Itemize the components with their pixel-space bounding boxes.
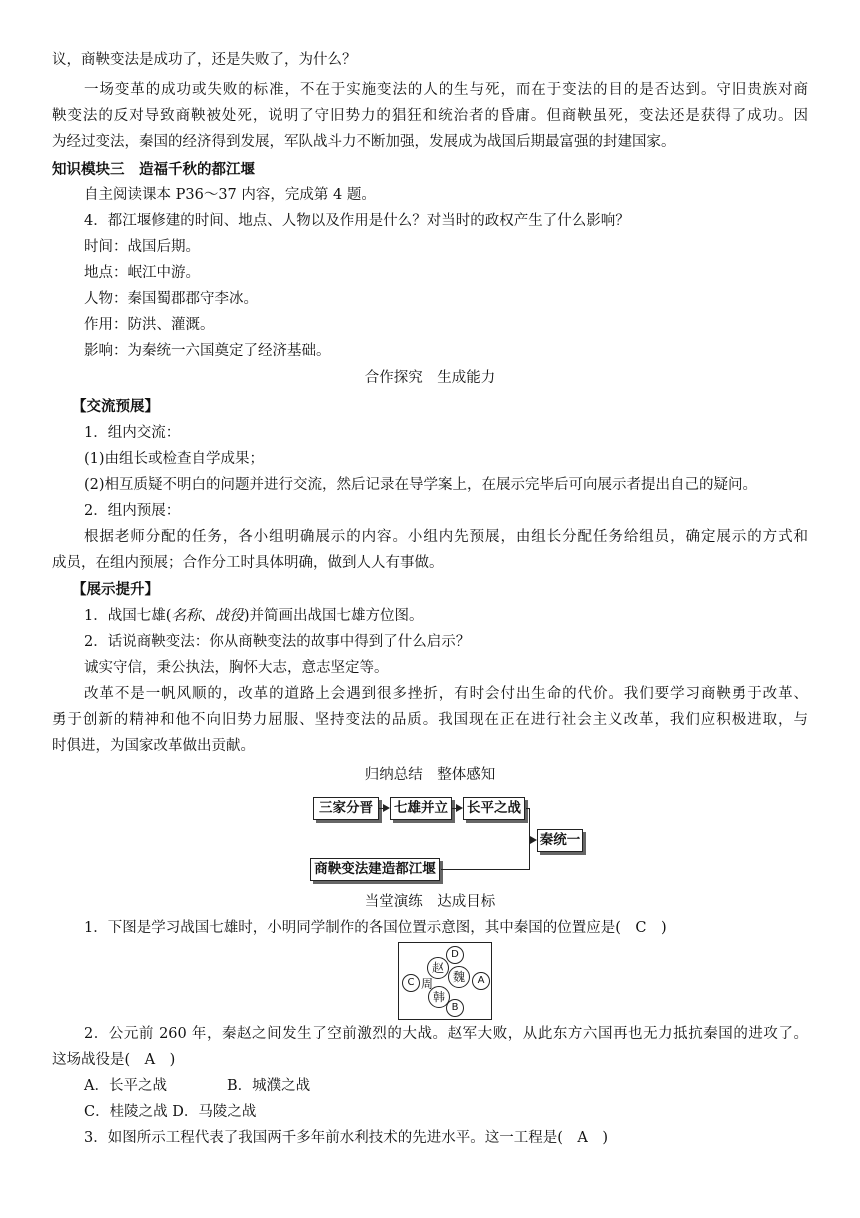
flow-box: 七雄并立 [390, 797, 452, 820]
text-line: 自主阅读课本 P36～37 内容，完成第 4 题。 [84, 187, 376, 203]
text-line: 人物：秦国蜀郡郡守李冰。 [84, 291, 258, 307]
option-b: B．城濮之战 [226, 1078, 311, 1094]
question-line: 1．下图是学习战国七雄时，小明同学制作的各国位置示意图，其中秦国的位置应是( C ) [84, 920, 667, 936]
text-line: 1．组内交流： [84, 425, 181, 441]
text-line: 作用：防洪、灌溉。 [84, 317, 215, 333]
flow-box: 秦统一 [537, 829, 583, 852]
text-segment: 1．战国七雄( [84, 608, 172, 624]
text-line [84, 606, 808, 626]
text-line: 地点：岷江中游。 [84, 265, 200, 281]
section-title: 归纳总结 整体感知 [364, 767, 496, 783]
text-segment-italic: 名称、战役 [171, 608, 244, 624]
section-title: 当堂演练 达成目标 [364, 894, 496, 910]
map-marker: C [402, 974, 420, 992]
text-line: 为经过变法，秦国的经济得到发展，军队战斗力不断加强，发展成为战国后期最富强的封建国家。 [52, 134, 676, 150]
text-line: 勇于创新的精神和他不向旧势力屈服、坚持变法的品质。我国现在正在进行社会主义改革，我们应积极进取，与 [52, 712, 808, 728]
states-position-diagram [398, 942, 492, 1020]
map-state: 魏 [448, 966, 470, 988]
map-marker: A [472, 972, 490, 990]
answer-options: C．桂陵之战 D．马陵之战 [84, 1104, 257, 1120]
text-line: 时间：战国后期。 [84, 239, 200, 255]
text-segment: )并简画出战国七雄方位图。 [243, 608, 424, 624]
flow-arrow [379, 808, 388, 809]
flow-arrow [529, 840, 535, 841]
text-line: 议，商鞅变法是成功了，还是失败了，为什么？ [52, 52, 357, 68]
connector-line [441, 869, 530, 870]
question-line: 2．公元前 260 年，秦赵之间发生了空前激烈的大战。赵军大败，从此东方六国再也无力抵抗秦国的进攻了。 [84, 1026, 808, 1042]
section-title: 合作探究 生成能力 [364, 370, 496, 386]
option-a: A．长平之战 [84, 1078, 167, 1094]
map-marker: D [446, 946, 464, 964]
flow-box: 长平之战 [463, 797, 525, 820]
text-line: (1)由组长或检查自学成果； [84, 451, 265, 467]
text-line: 诚实守信，秉公执法，胸怀大志，意志坚定等。 [84, 660, 389, 676]
map-state: 赵 [427, 957, 449, 979]
text-line: 影响：为秦统一六国奠定了经济基础。 [84, 343, 331, 359]
section-heading: 【展示提升】 [72, 582, 159, 598]
text-line: 时俱进，为国家改革做出贡献。 [52, 738, 255, 754]
text-line: 成员，在组内预展；合作分工时具体明确，做到人人有事做。 [52, 555, 444, 571]
flow-box: 三家分晋 [313, 797, 379, 820]
text-line: 鞅变法的反对导致商鞅被处死，说明了守旧势力的猖狂和统治者的昏庸。但商鞅虽死，变法还是获得了成功。因 [52, 108, 808, 124]
question-line: 3．如图所示工程代表了我国两千多年前水利技术的先进水平。这一工程是( A ) [84, 1130, 609, 1146]
flow-arrow [452, 808, 461, 809]
text-line: 2．话说商鞅变法：你从商鞅变法的故事中得到了什么启示？ [84, 634, 471, 650]
text-line: (2)相互质疑不明白的问题并进行交流，然后记录在导学案上，在展示完毕后可向展示者提出自己的疑问。 [84, 477, 758, 493]
answer-options [84, 1076, 808, 1096]
section-heading: 知识模块三 造福千秋的都江堰 [52, 162, 255, 178]
text-line: 改革不是一帆风顺的，改革的道路上会遇到很多挫折，有时会付出生命的代价。我们要学习商鞅勇于改革、 [84, 686, 808, 702]
map-state: 韩 [428, 986, 450, 1008]
map-state: 周 [421, 977, 434, 991]
text-line: 2．组内预展： [84, 503, 181, 519]
section-heading: 【交流预展】 [72, 399, 159, 415]
map-marker: B [446, 999, 464, 1017]
question-line: 4．都江堰修建的时间、地点、人物以及作用是什么？对当时的政权产生了什么影响？ [84, 213, 630, 229]
text-line: 这场战役是( A ) [52, 1052, 176, 1068]
text-line: 一场变革的成功或失败的标准，不在于实施变法的人的生与死，而在于变法的目的是否达到。守旧贵族对商 [84, 82, 808, 98]
flow-box: 商鞅变法建造都江堰 [310, 858, 440, 881]
text-line: 根据老师分配的任务，各小组明确展示的内容。小组内先预展，由组长分配任务给组员，确定展示的方式和 [84, 529, 808, 545]
